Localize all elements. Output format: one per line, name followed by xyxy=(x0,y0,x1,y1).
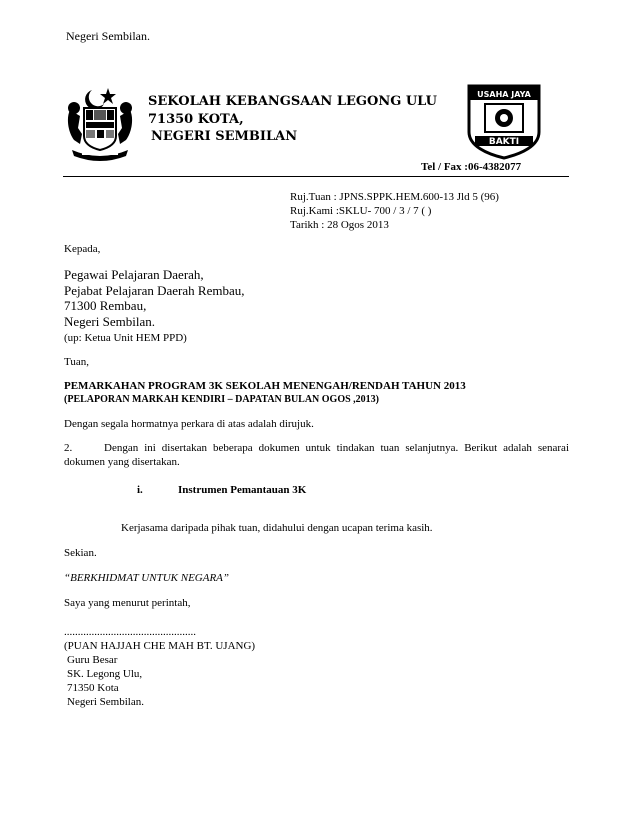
sekian: Sekian. xyxy=(64,547,97,559)
recipient-line-4: Negeri Sembilan. xyxy=(64,314,155,329)
school-badge-icon xyxy=(465,82,543,160)
recipient-line-3: 71300 Rembau, xyxy=(64,298,147,313)
list-item-number: i. xyxy=(137,484,143,496)
recipient-attn: (up: Ketua Unit HEM PPD) xyxy=(64,332,187,344)
signatory-state: Negeri Sembilan. xyxy=(67,696,144,708)
signatory-name: (PUAN HAJJAH CHE MAH BT. UJANG) xyxy=(64,640,256,652)
ref-tuan: Ruj.Tuan : JPNS.SPPK.HEM.600-13 Jld 5 (96) xyxy=(290,191,499,203)
paragraph-1: Dengan segala hormatnya perkara di atas adalah dirujuk. xyxy=(64,418,314,430)
school-postcode-town: 71350 KOTA, xyxy=(148,112,244,127)
school-name: SEKOLAH KEBANGSAAN LEGONG ULU xyxy=(148,94,437,109)
paragraph-2-number: 2. xyxy=(64,442,73,454)
ref-date: Tarikh : 28 Ogos 2013 xyxy=(290,219,389,231)
signatory-postcode: 71350 Kota xyxy=(67,682,119,694)
signature-dots: ................................................ xyxy=(64,626,196,638)
school-badge-text-top: USAHA JAYA xyxy=(477,90,531,99)
list-item-text: Instrumen Pemantauan 3K xyxy=(178,484,307,496)
recipient-line-1: Pegawai Pelajaran Daerah, xyxy=(64,267,204,282)
school-state: NEGERI SEMBILAN xyxy=(151,129,298,144)
tel-fax: Tel / Fax :06-4382077 xyxy=(421,161,522,173)
subject-subtitle: (PELAPORAN MARKAH KENDIRI – DAPATAN BULAN OGOS ,2013) xyxy=(64,394,379,405)
ref-kami: Ruj.Kami :SKLU- 700 / 3 / 7 ( ) xyxy=(290,205,432,217)
subject-title: PEMARKAHAN PROGRAM 3K SEKOLAH MENENGAH/RENDAH TAHUN 2013 xyxy=(64,380,466,392)
perintah: Saya yang menurut perintah, xyxy=(64,597,191,609)
header-divider xyxy=(63,176,569,177)
paragraph-2-line-2: dokumen yang disertakan. xyxy=(64,456,180,468)
malaysia-coat-of-arms-icon xyxy=(64,84,136,164)
thanks-paragraph: Kerjasama daripada pihak tuan, didahului dengan ucapan terima kasih. xyxy=(121,522,433,534)
motto: “BERKHIDMAT UNTUK NEGARA” xyxy=(64,572,230,584)
salutation: Tuan, xyxy=(64,356,89,368)
signatory-school: SK. Legong Ulu, xyxy=(67,668,143,680)
kepada-label: Kepada, xyxy=(64,243,101,255)
top-note: Negeri Sembilan. xyxy=(66,29,150,43)
recipient-line-2: Pejabat Pelajaran Daerah Rembau, xyxy=(64,283,245,298)
paragraph-2-line-1: Dengan ini disertakan beberapa dokumen untuk tindakan tuan selanjutnya. Berikut adalah senarai xyxy=(104,442,569,454)
school-badge-text-bottom: BAKTI xyxy=(488,137,520,147)
signatory-role: Guru Besar xyxy=(67,654,118,666)
